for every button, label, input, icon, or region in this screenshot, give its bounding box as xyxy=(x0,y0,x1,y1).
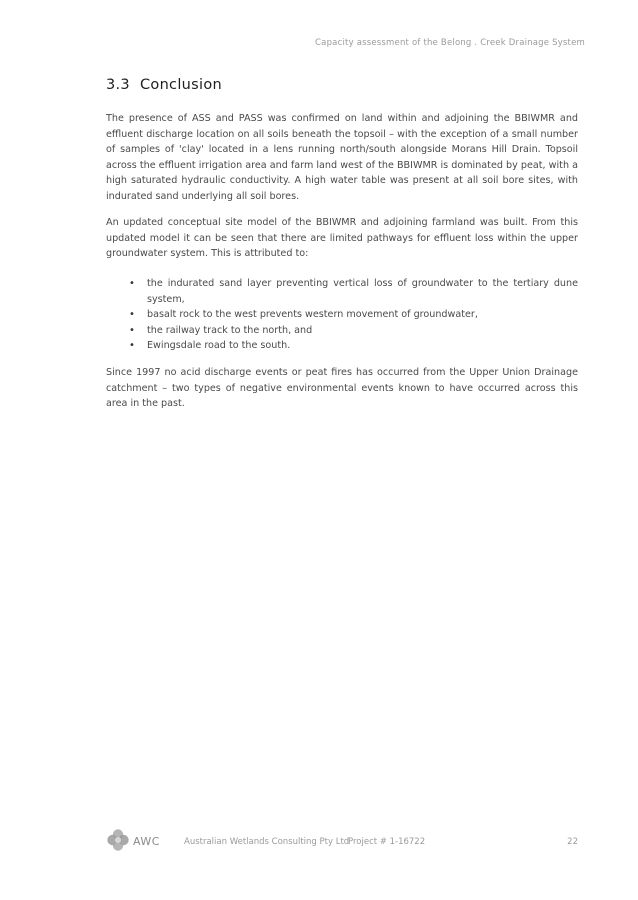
page-footer xyxy=(0,828,638,856)
section-title: Conclusion xyxy=(139,77,222,93)
paragraph-site-model: An updated conceptual site model of the BBIWMR and adjoining farmland was built. From this updated model it can be seen that there are limited pathways for effluent loss within the upper groundwater system. This is attributed to: xyxy=(106,217,578,259)
paragraph-ass-findings: The presence of ASS and PASS was confirmed on land within and adjoining the BBIWMR and effluent discharge location on all soils beneath the topsoil – with the exception of a small number of samples of 'clay' located in a lens running north/south alongside Morans Hill Drain. Topsoil across the effluent irrigation area and farm land west of the BBIWMR is dominated by peat, with a high saturated hydraulic conductivity. A high water table was present at all soil bore sites, with indurated sand underlying all soil bores. xyxy=(106,113,578,202)
section-heading xyxy=(106,77,222,93)
list-item xyxy=(106,323,578,339)
list-item xyxy=(106,307,578,323)
list-item-text: Ewingsdale road to the south. xyxy=(147,340,291,351)
list-item-text: the railway track to the north, and xyxy=(147,324,313,336)
bullet-icon: • xyxy=(129,278,135,289)
running-header: Capacity assessment of the Belong . Creek Drainage System xyxy=(315,38,585,48)
list-item xyxy=(106,276,578,307)
section-number: 3.3 xyxy=(106,77,130,93)
attribution-list xyxy=(106,276,578,354)
logo-wordmark: AWC xyxy=(133,835,160,848)
paragraph-history: Since 1997 no acid discharge events or peat fires has occurred from the Upper Union Drainage catchment – two types of negative environmental events known to have occurred across this area in the past. xyxy=(106,367,578,409)
footer-company: Australian Wetlands Consulting Pty Ltd xyxy=(184,837,350,847)
page-number: 22 xyxy=(567,837,578,847)
bullet-icon: • xyxy=(129,309,135,320)
list-item-text: basalt rock to the west prevents western movement of groundwater, xyxy=(147,309,478,320)
bullet-icon: • xyxy=(129,340,135,351)
list-item xyxy=(106,338,578,354)
footer-project-number: Project # 1-16722 xyxy=(348,837,426,847)
awc-logo-icon xyxy=(106,828,130,852)
list-item-text: the indurated sand layer preventing vertical loss of groundwater to the tertiary dune system, xyxy=(147,278,578,305)
bullet-icon: • xyxy=(129,324,135,336)
